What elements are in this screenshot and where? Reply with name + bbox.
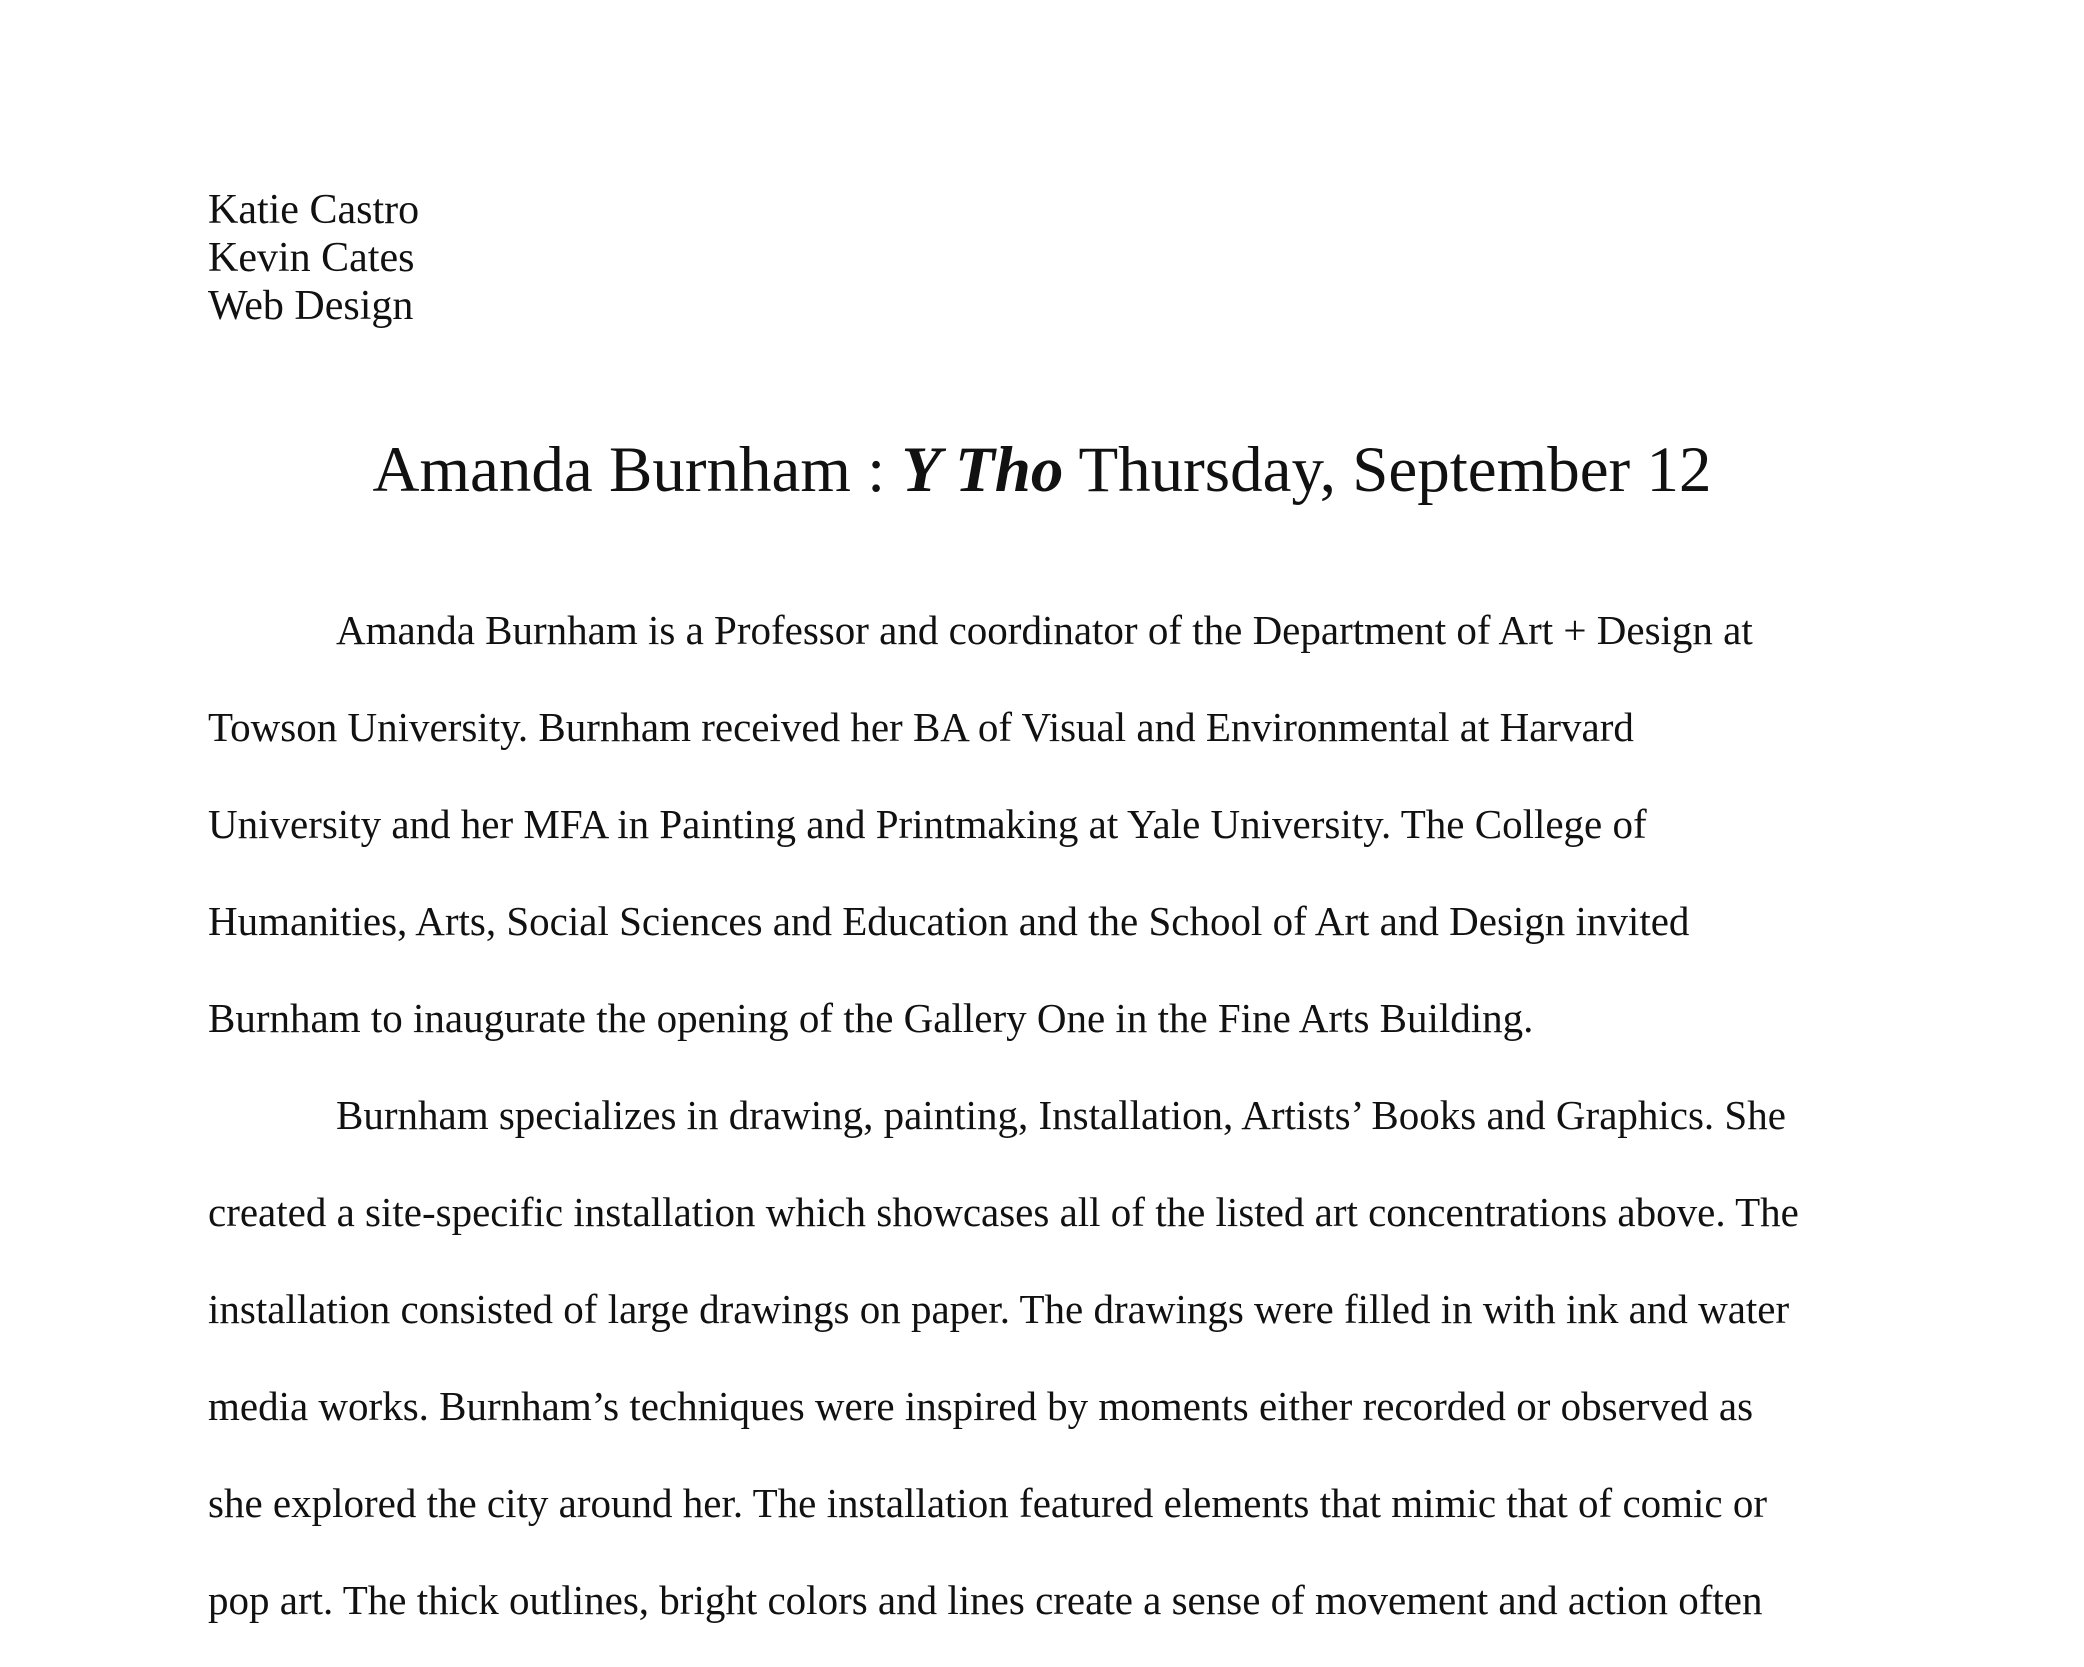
title-work: Y Tho — [901, 434, 1064, 506]
paragraph-2-line: she explored the city around her. The installation featured elements that mimic that of comic or — [208, 1480, 1768, 1526]
paragraph-2-line: installation consisted of large drawings on paper. The drawings were filled in with ink and water — [208, 1286, 1790, 1332]
title-date: Thursday, September 12 — [1063, 434, 1712, 506]
paragraph-1-line: Humanities, Arts, Social Sciences and Education and the School of Art and Design invited — [208, 898, 1690, 944]
paragraph-2-line: pop art. The thick outlines, bright colors and lines create a sense of movement and action often — [208, 1577, 1763, 1623]
paragraph-1-line: Amanda Burnham is a Professor and coordinator of the Department of Art + Design at — [336, 607, 1753, 653]
paragraph-1-line: Towson University. Burnham received her BA of Visual and Environmental at Harvard — [208, 704, 1634, 750]
paragraph-2-line: created a site-specific installation which showcases all of the listed art concentrations above. The — [208, 1189, 1799, 1235]
paragraph-2-line: Burnham specializes in drawing, painting, Installation, Artists’ Books and Graphics. She — [336, 1092, 1786, 1138]
page-title — [0, 432, 2084, 508]
paragraph-1-line: Burnham to inaugurate the opening of the Gallery One in the Fine Arts Building. — [208, 995, 1534, 1041]
paragraph-1-line: University and her MFA in Painting and Printmaking at Yale University. The College of — [208, 801, 1647, 847]
author-name-1: Katie Castro — [208, 187, 420, 233]
course-name: Web Design — [208, 283, 414, 329]
author-header — [208, 186, 419, 330]
title-artist: Amanda Burnham — [372, 434, 851, 506]
title-separator: : — [850, 434, 902, 506]
paragraph-2-line: media works. Burnham’s techniques were inspired by moments either recorded or observed as — [208, 1383, 1754, 1429]
author-name-2: Kevin Cates — [208, 235, 415, 281]
